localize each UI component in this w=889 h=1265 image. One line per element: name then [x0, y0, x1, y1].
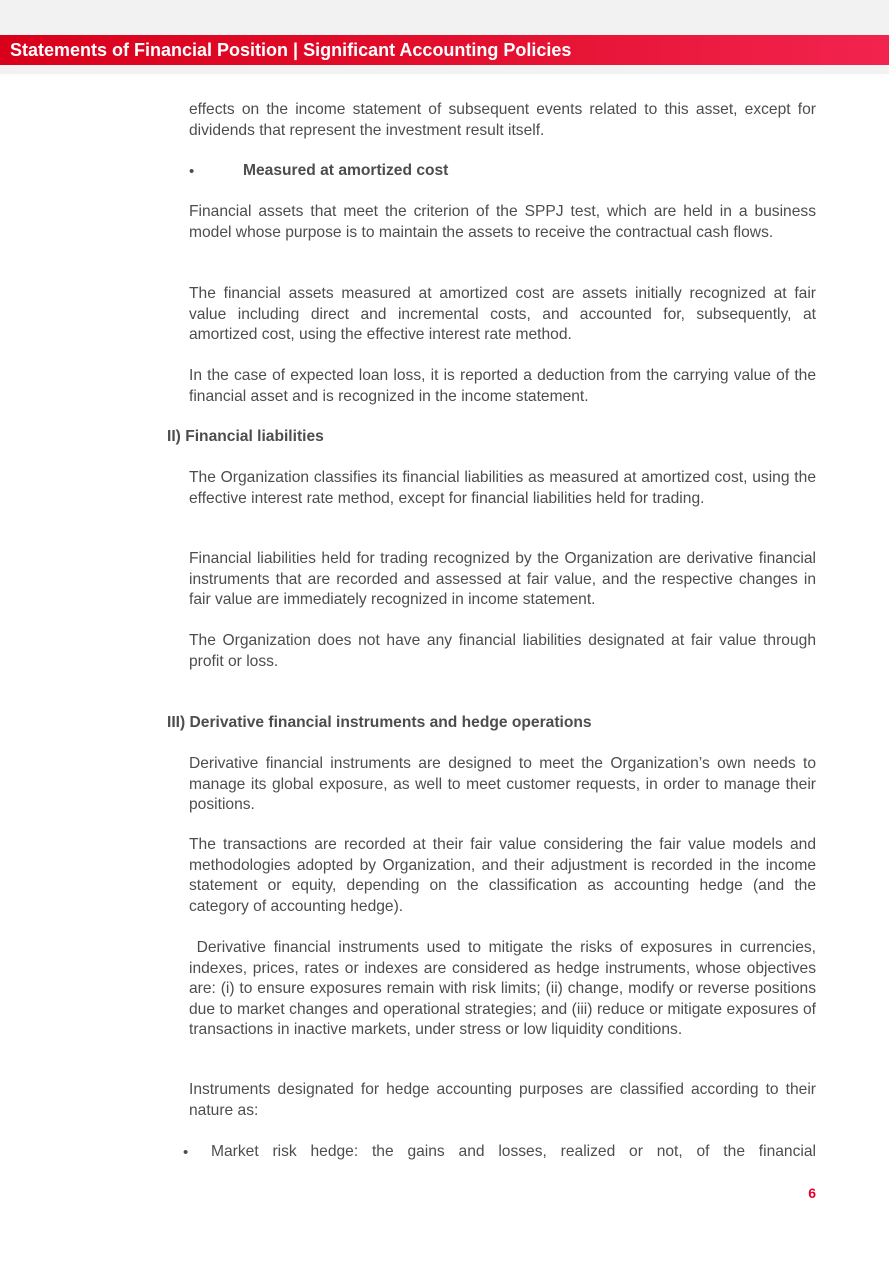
header-title: Statements of Financial Position | Significant Accounting Policies — [10, 40, 572, 60]
amortized-paragraph-1: Financial assets that meet the criterion of the SPPJ test, which are held in a business model whose purpose is to maintain the assets to receive the contractual cash flows. — [189, 203, 816, 241]
continuation-paragraph: effects on the income statement of subsequent events related to this asset, except for dividends that represent the investment result itself. — [189, 101, 816, 139]
derivatives-paragraph-3: Derivative financial instruments used to mitigate the risks of exposures in currencies, indexes, prices, rates or indexes are considered as hedge instruments, whose objectives are: (i) to ensure exposures remain with risk limits; (ii) change, modify or reverse positions due to market changes and operational strategies; and (iii) reduce or mitigate exposures of transactions in inactive markets, under stress or low liquidity conditions. — [189, 939, 821, 1038]
amortized-paragraph-2: The financial assets measured at amortized cost are assets initially recognized at fair value including direct and incremental costs, and accounted for, subsequently, at amortized cost, using the effective interest rate method. — [189, 285, 816, 343]
section-heading-derivatives: III) Derivative financial instruments and hedge operations — [167, 714, 592, 731]
top-margin — [0, 0, 889, 35]
liabilities-paragraph-3: The Organization does not have any financial liabilities designated at fair value through profit or loss. — [189, 632, 816, 670]
derivatives-paragraph-4: Instruments designated for hedge accounting purposes are classified according to their nature as: — [189, 1081, 816, 1119]
list-bullet-icon: • — [183, 1144, 189, 1161]
page-number: 6 — [808, 1185, 816, 1201]
liabilities-paragraph-1: The Organization classifies its financial liabilities as measured at amortized cost, using the effective interest rate method, except for financial liabilities held for trading. — [189, 469, 816, 507]
liabilities-paragraph-2: Financial liabilities held for trading recognized by the Organization are derivative financial instruments that are recorded and assessed at fair value, and the respective changes in fair value are immediately recognized in income statement. — [189, 550, 816, 608]
derivatives-paragraph-2: The transactions are recorded at their fair value considering the fair value models and methodologies adopted by Organization, and their adjustment is recorded in the income statement or equity, depending on the classification as accounting hedge (and the category of accounting hedge). — [189, 836, 816, 915]
derivatives-paragraph-1: Derivative financial instruments are designed to meet the Organization’s own needs to manage its global exposure, as well to meet customer requests, in order to manage their positions. — [189, 755, 816, 813]
page-header — [0, 35, 889, 65]
list-item-market-risk-hedge: Market risk hedge: the gains and losses, realized or not, of the financial — [211, 1143, 816, 1160]
section-heading-liabilities: II) Financial liabilities — [167, 428, 324, 445]
bullet-icon: • — [189, 163, 195, 180]
amortized-cost-heading: Measured at amortized cost — [243, 162, 449, 179]
header-divider — [0, 65, 889, 74]
amortized-paragraph-3: In the case of expected loan loss, it is reported a deduction from the carrying value of the financial asset and is recognized in the income statement. — [189, 367, 816, 405]
